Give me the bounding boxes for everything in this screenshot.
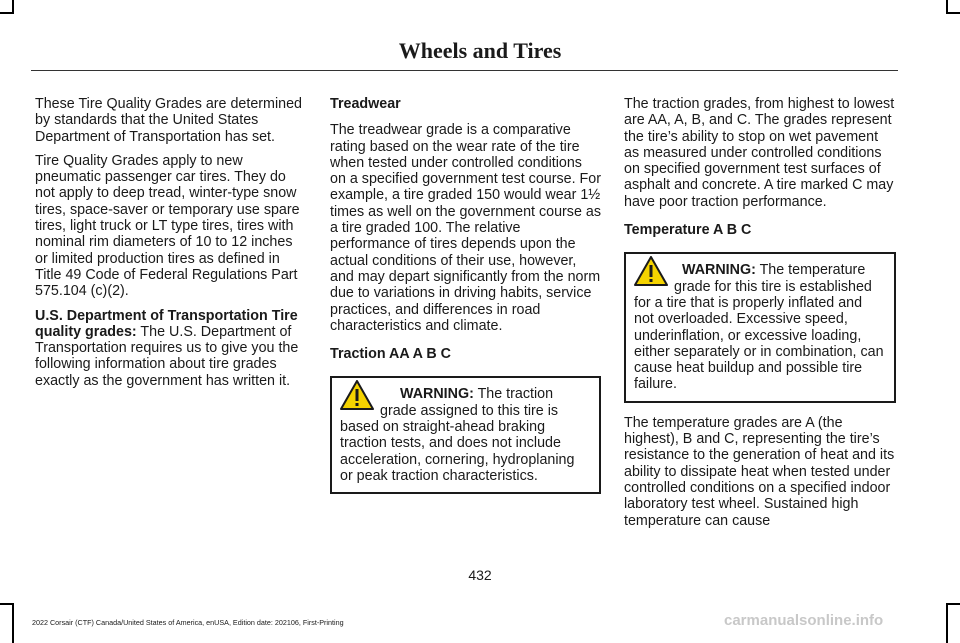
page-number: 432 [468, 567, 492, 583]
temperature-warning-text: The temperature grade for this tire is established for a tire that is properly inflated and not overloaded. Excessive speed, underinflation, or excessive loading, either separately or in combination, can cause heat buildup and possible tire failure. [634, 262, 884, 393]
crop-mark [946, 603, 948, 643]
footer-edition-info: 2022 Corsair (CTF) Canada/United States of America, enUSA, Edition date: 202106, First-Printing [32, 618, 344, 627]
crop-mark [0, 12, 14, 14]
warning-icon [634, 256, 668, 286]
treadwear-paragraph: The treadwear grade is a comparative rating based on the wear rate of the tire when tested under controlled conditions on a specified government test course. For example, a tire graded 150 would wear 1½ times as well on the government course as a tire graded 100. The relative performance of tires depends upon the actual conditions of their use, however, and may depart significantly from the norm due to variations in driving habits, service practices, and differences in road characteristics and climate. [330, 122, 601, 334]
traction-grades-paragraph: The traction grades, from highest to lowest are AA, A, B, and C. The grades represent the tire’s ability to stop on wet pavement as measured under controlled conditions on specified government test surfaces of asphalt and concrete. A tire marked C may have poor traction performance. [624, 96, 895, 210]
warning-icon [340, 380, 374, 410]
treadwear-heading: Treadwear [330, 96, 401, 112]
paragraph-dot-grades [35, 308, 307, 389]
temperature-warning-label: WARNING: [682, 262, 756, 279]
temperature-heading: Temperature A B C [624, 222, 752, 239]
watermark: carmanualsonline.info [724, 612, 884, 629]
crop-mark [946, 603, 960, 605]
crop-mark [12, 603, 14, 643]
column-1 [35, 96, 307, 397]
dot-grades-label: U.S. Department of Transportation Tire quality grades: [35, 307, 298, 340]
paragraph-grades-standards: These Tire Quality Grades are determined by standards that the United States Department of Transportation has set. [35, 96, 302, 145]
temperature-grades-paragraph: The temperature grades are A (the highest), B and C, representing the tire’s resistance to the generation of heat and its ability to dissipate heat when tested under controlled conditions on a specified indoor laboratory test wheel. Sustained high temperature can cause [624, 414, 895, 529]
traction-warning-text: The traction grade assigned to this tire is based on straight-ahead braking traction tests, and does not include acceleration, cornering, hydroplaning or peak traction characteristics. [340, 386, 575, 484]
column-3 [624, 96, 896, 537]
paragraph-grades-apply: Tire Quality Grades apply to new pneumatic passenger car tires. They do not apply to deep tread, winter-type snow tires, space-saver or temporary use spare tires, light truck or LT type tires, tires with nominal rim diameters of 10 to 12 inches or limited production tires as defined in Title 49 Code of Federal Regulations Part 575.104 (c)(2). [35, 152, 300, 300]
page-title: Wheels and Tires [398, 38, 562, 63]
column-2 [330, 96, 601, 506]
traction-warning-label: WARNING: [400, 386, 474, 403]
traction-heading: Traction AA A B C [330, 346, 451, 363]
temperature-warning-box [624, 252, 896, 402]
traction-warning-box [330, 376, 601, 494]
title-divider [31, 70, 898, 71]
dot-grades-text: The U.S. Department of Transportation requires us to give you the following information about tire grades exactly as the government has written it. [35, 323, 299, 389]
crop-mark [0, 603, 14, 605]
crop-mark [946, 12, 960, 14]
